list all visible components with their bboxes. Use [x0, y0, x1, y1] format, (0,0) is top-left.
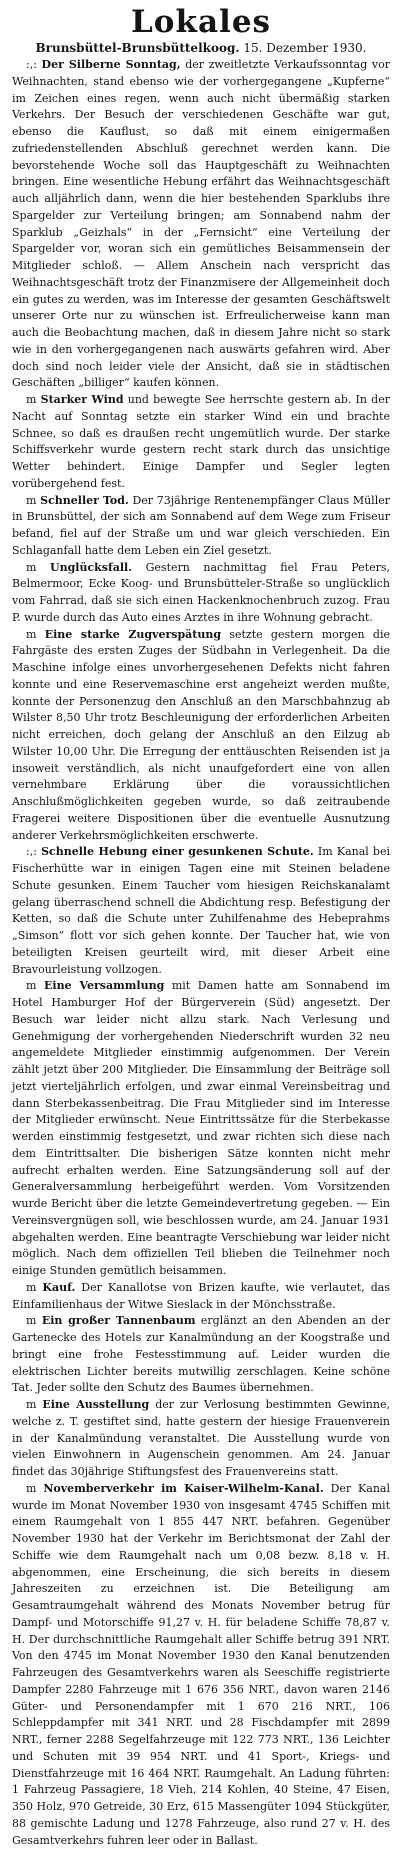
article-body: Der Kanallotse von Brizen kaufte, wie verlautet, das Einfamilienhaus der Witwe Sieslack in der Mönchsstraße.	[12, 1280, 391, 1311]
article-versammlung	[12, 978, 390, 1280]
article-heading: Eine Versammlung	[44, 979, 165, 993]
article-heading: Schneller Tod.	[40, 493, 129, 507]
article-body: Der 73jährige Rentenempfänger Claus Müller in Brunsbüttel, der sich am Sonnabend auf dem Wege zum Friseur befand, fiel auf der Straße um und war gleich verschieden. Ein Schlaganfall hatte dem Leben ein Ziel gesetzt.	[12, 493, 390, 557]
article-body: Im Kanal bei Fischerhütte war in einigen Tagen eine mit Steinen beladene Schute gesunken. Einem Taucher vom hiesigen Reichskanalamt gelang überraschend schnell die Abdichtung resp. Befestigung der Ketten, so daß die Schute unter Zuhilfenahme des Hebeprahms „Simson“ flott vor sich gehen konnte. Der Taucher hat, wie von beteiligten Kreisen geurteilt wird, mit dieser Arbeit eine Bravourleistung vollzogen.	[12, 845, 390, 976]
article-zugverspaetung	[12, 627, 390, 845]
article-prefix: m	[26, 1398, 37, 1411]
article-kauf	[12, 1280, 390, 1314]
article-ungluecksfall	[12, 560, 390, 627]
article-prefix: :,:	[26, 845, 37, 859]
article-body: und bewegte See herrschte gestern ab. In der Nacht auf Sonntag setzte ein starker Wind ein und brachte Schnee, so daß es draußen recht ungemütlich wurde. Der starke Schiffsverkehr wurde gestern recht stark durch das unsichtige Wetter behindert. Einige Dampfer und Segler legten vorübergehend fest.	[12, 393, 390, 490]
article-prefix: m	[26, 493, 37, 507]
article-prefix: m	[26, 1314, 37, 1328]
article-body: erglänzt an den Abenden an der Gartenecke des Hotels zur Kanalmündung an der Koogstraße und bringt eine frohe Festesstimmung auf. Leider wurden die elektrischen Lichter bereits mutwillig zerschlagen. Keine schöne Tat. Jeder sollte den Schutz des Baumes übernehmen.	[12, 1314, 390, 1395]
article-prefix: m	[26, 1280, 37, 1294]
dateline	[12, 40, 390, 56]
dateline-place: Brunsbüttel-Brunsbüttelkoog.	[35, 41, 240, 55]
article-body: der zur Verlosung bestimmten Gewinne, welche z. T. gestiftet sind, hatte gestern der hiesige Frauenverein in der Kanalmündung veranstaltet. Die Ausstellung wurde von vielen Einwohnern in Augenschein genommen. Am 24. Januar findet das 30jährige Stiftungsfest des Frauenvereins statt.	[12, 1398, 390, 1478]
article-prefix: :,:	[26, 58, 37, 71]
article-prefix: m	[26, 979, 37, 993]
dateline-date: 15. Dezember 1930.	[243, 41, 367, 55]
article-heading: Starker Wind	[40, 393, 124, 406]
article-body: Gestern nachmittag fiel Frau Peters, Belmermoor, Ecke Koog- und Brunsbütteler-Straße so unglücklich vom Fahrrad, daß sie sich einen Hackenknochenbruch zuzog. Frau P. wurde durch das Auto eines Arztes in ihre Wohnung gebracht.	[12, 560, 391, 624]
article-tannenbaum	[12, 1313, 390, 1397]
article-body: der zweitletzte Verkaufssonntag vor Weihnachten, stand ebenso wie der vorhergegangene „Kupferne“ im Zeichen eines regen, wenn auch nicht übermäßig starken Verkehrs. Der Besuch der verschiedenen Geschäfte war gut, ebenso die Kauflust, so daß mit einem einigermaßen zufriedenstellenden Abschluß gerechnet werden kann. Die bevorstehende Woche soll das Hauptgeschäft zu Weihnachten bringen. Eine wesentliche Hebung erfährt das Weihnachtsgeschäft auch alljährlich dann, wenn die hier bestehenden Sparklubs ihre Spargelder zur Verteilung bringen; am Sonnabend nahm der Sparklub „Geizhals“ in der „Fernsicht“ eine Verteilung der Spargelder vor, woran sich ein gemütliches Beisammensein der Mitglieder schloß. — Allem Anschein nach verspricht das Weihnachtsgeschäft trotz der Finanzmisere der Allgemeinheit doch ein gutes zu werden, was im Interesse der gesamten Geschäftswelt unserer Orte nur zu wünschen ist. Erfreulicherweise kann man auch die Beobachtung machen, daß in diesem Jahre nicht so stark wie in den vorhergegangenen nach auswärts gefahren wird. Aber doch sind noch leider viele der Ansicht, daß sie in städtischen Geschäften „billiger“ kaufen können.	[12, 58, 390, 390]
article-prefix: m	[26, 393, 37, 406]
article-heading: Der Silberne Sonntag,	[41, 58, 181, 71]
article-heading: Schnelle Hebung einer gesunkenen Schute.	[41, 845, 314, 859]
article-novemberverkehr	[12, 1481, 390, 1850]
article-body: mit Damen hatte am Sonnabend im Hotel Hamburger Hof der Bürgerverein (Süd) angesetzt. Der Besuch war leider nicht allzu stark. Nach Verlesung und Genehmigung der vorhergehenden Niederschrift wurden 32 neu angemeldete Mitglieder einstimmig aufgenommen. Der Verein zählt jetzt über 200 Mitglieder. Die Einsammlung der Beiträge soll jetzt vierteljährlich erfolgen, und zwar einmal Vereinsbeitrag und dann Sterbekassenbeitrag. Die Frau Mitglieder sind im Interesse der Mitglieder erwünscht. Neue Eintrittssätze für die Sterbekasse werden einstimmig festgesetzt, und zwar richten sich diese nach dem Eintrittsalter. Die bisherigen Sätze konnten nicht mehr aufrecht erhalten werden. Eine Satzungsänderung soll auf der Generalversammlung herbeigeführt werden. Vom Vorsitzenden wurde Bericht über die letzte Gemeindevertretung gegeben. — Ein Vereinsvergnügen soll, wie beschlossen wurde, am 24. Januar 1931 abgehalten werden. Eine beantragte Verschiebung war leider nicht möglich. Nach dem offiziellen Teil blieben die Teilnehmer noch einige Stunden gemütlich beisammen.	[12, 979, 391, 1277]
article-ausstellung	[12, 1397, 390, 1481]
article-heading: Eine starke Zugverspätung	[44, 627, 222, 641]
article-heading: Ein großer Tannenbaum	[41, 1314, 196, 1328]
article-silberner-sonntag	[12, 57, 390, 392]
section-title: Lokales	[131, 4, 271, 40]
article-schneller-tod	[12, 493, 390, 560]
article-prefix: m	[26, 1481, 37, 1495]
article-heading: Kauf.	[42, 1280, 76, 1294]
article-prefix: m	[26, 560, 37, 574]
article-heading: Novemberverkehr im Kaiser-Wilhelm-Kanal.	[43, 1481, 324, 1495]
article-starker-wind	[12, 392, 390, 493]
article-prefix: m	[26, 627, 37, 641]
article-heading: Eine Ausstellung	[42, 1398, 150, 1411]
article-schute	[12, 844, 390, 978]
article-body: Der Kanal wurde im Monat November 1930 von insgesamt 4745 Schiffen mit einem Raumgehalt von 1 855 447 NRT. befahren. Gegenüber November 1930 hat der Verkehr im Berichtsmonat der Zahl der Schiffe wie dem Raumgehalt nach um 0,08 bezw. 8,18 v. H. abgenommen, eine Erscheinung, die sich bereits in diesem Jahreszeiten zu erzeichnen ist. Die Beteiligung am Gesamtraumgehalt während des Monats November betrug für Dampf- und Motorschiffe 91,27 v. H. für beladene Schiffe 78,87 v. H. Der durchschnittliche Raumgehalt aller Schiffe betrug 391 NRT. Von den 4745 im Monat November 1930 den Kanal benutzenden Fahrzeugen des Gesamtverkehrs waren als Seeschiffe registrierte Dampfer 2280 Fahrzeuge mit 1 676 356 NRT., davon waren 2146 Güter- und Personendampfer mit 1 670 216 NRT., 106 Schleppdampfer mit 341 NRT. und 28 Fischdampfer mit 2899 NRT., ferner 2288 Segelfahrzeuge mit 122 773 NRT., 136 Leichter und Schuten mit 39 954 NRT. und 41 Sport-, Kriegs- und Dienstfahrzeuge mit 16 464 NRT. Raumgehalt. An Ladung führten: 1 Fahrzeug Passagiere, 18 Vieh, 214 Kohlen, 40 Steine, 47 Eisen, 350 Holz, 970 Getreide, 30 Erz, 615 Massengüter 1094 Stückgüter, 88 gemischte Ladung und 1278 Fahrzeuge, also rund 27 v. H. des Gesamtverkehrs fuhren leer oder in Ballast.	[12, 1481, 390, 1847]
article-heading: Unglücksfall.	[50, 560, 133, 574]
article-body: setzte gestern morgen die Fahrgäste des ersten Zuges der Südbahn in Verlegenheit. Da die Maschine infolge eines unvorhergesehenen Defekts nicht fahren konnte und eine Reservemaschine erst angeheizt werden mußte, konnte der Personenzug den Anschluß an den Marschbahnzug ab Wilster 8,50 Uhr trotz Beschleunigung der erforderlichen Arbeiten nicht erreichen, doch gelang der Anschluß an den Eilzug ab Wilster 10,00 Uhr. Die Erregung der enttäuschten Reisenden ist ja insoweit verständlich, als nicht unaufgefordert eine von allen vernehmbare Erklärung über die voraussichtlichen Anschlußmöglichkeiten gegeben wurde, so daß zeitraubende Fragerei weitere Dispositionen über die eventuelle Ausnutzung anderer Verkehrsmöglichkeiten erschwerte.	[12, 627, 391, 842]
